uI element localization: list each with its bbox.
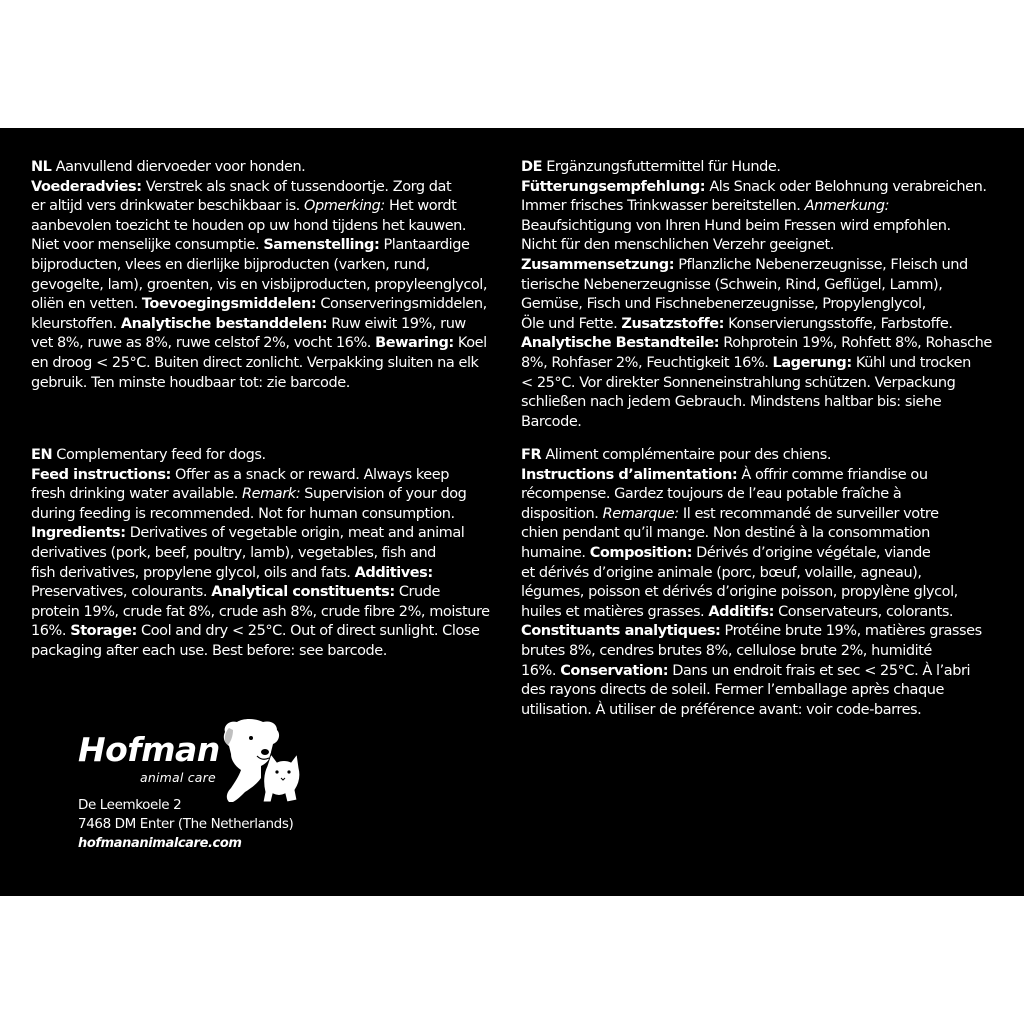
text-run: Barcode. xyxy=(521,413,582,430)
text-line xyxy=(31,583,490,603)
text-line xyxy=(521,334,992,354)
text-run: Koel xyxy=(453,335,487,352)
address-block xyxy=(78,796,293,853)
text-line xyxy=(521,315,992,335)
text-run: Preservatives, colourants. xyxy=(31,584,212,601)
text-line xyxy=(31,466,490,486)
text-run: Kühl und trocken xyxy=(851,354,971,371)
bold-text: Analytical constituents: xyxy=(211,584,395,601)
text-line xyxy=(31,197,487,217)
text-run: fresh drinking water available. xyxy=(31,486,243,503)
text-run: er altijd vers drinkwater beschikbaar is. xyxy=(31,198,305,215)
text-line xyxy=(31,276,487,296)
text-line xyxy=(31,622,490,642)
text-line xyxy=(521,701,982,721)
text-run: kleurstoffen. xyxy=(31,315,121,332)
text-run: during feeding is recommended. Not for human consumption. xyxy=(31,505,455,522)
text-line xyxy=(521,413,992,433)
text-run: Supervision of your dog xyxy=(300,486,467,503)
label-panel xyxy=(0,128,1024,896)
text-run: Il est recommandé de surveiller votre xyxy=(678,505,939,522)
text-run: Pflanzliche Nebenerzeugnisse, Fleisch und xyxy=(674,256,968,273)
text-line xyxy=(521,393,992,413)
text-line xyxy=(521,642,982,662)
text-run: bijproducten, vlees en dierlijke bijproducten (varken, rund, xyxy=(31,256,430,273)
text-run: tierische Nebenerzeugnisse (Schwein, Rind, Geflügel, Lamm), xyxy=(521,276,943,293)
text-run: Aanvullend diervoeder voor honden. xyxy=(51,159,306,175)
text-run: fish derivatives, propylene glycol, oils and fats. xyxy=(31,564,355,581)
bold-text: Additives: xyxy=(354,564,433,581)
text-run: Plantaardige xyxy=(379,237,470,254)
text-run: Conserveringsmiddelen, xyxy=(316,296,487,313)
bold-text: Zusatzstoffe: xyxy=(621,315,724,332)
text-line xyxy=(521,485,982,505)
text-run: brutes 8%, cendres brutes 8%, cellulose brute 2%, humidité xyxy=(521,642,932,659)
bold-text: Zusammensetzung: xyxy=(521,256,675,273)
bold-text: Lagerung: xyxy=(772,354,852,371)
text-line xyxy=(31,544,490,564)
text-line xyxy=(521,158,992,178)
bold-text: Bewaring: xyxy=(375,335,454,352)
text-run: Als Snack oder Belohnung verabreichen. xyxy=(705,178,987,195)
text-run: aanbevolen toezicht te houden op uw hond tijdens het kauwen. xyxy=(31,217,467,234)
text-run: utilisation. À utiliser de préférence avant: voir code-barres. xyxy=(521,701,922,718)
brand-name: Hofman xyxy=(78,730,220,769)
text-line xyxy=(31,256,487,276)
text-run: Nicht für den menschlichen Verzehr geeignet. xyxy=(521,237,834,254)
text-run: Konservierungsstoffe, Farbstoffe. xyxy=(723,315,953,332)
text-run: Protéine brute 19%, matières grasses xyxy=(720,623,982,640)
text-run: Ergänzungsfuttermittel für Hunde. xyxy=(542,159,781,175)
bold-text: Fütterungsempfehlung: xyxy=(521,178,706,195)
text-line xyxy=(521,295,992,315)
bold-text: Feed instructions: xyxy=(31,466,171,483)
text-run: Rohprotein 19%, Rohfett 8%, Rohasche xyxy=(719,335,992,352)
text-run: < 25°C. Vor direkter Sonneneinstrahlung schützen. Verpackung xyxy=(521,374,956,391)
text-line xyxy=(31,485,490,505)
text-run: Aliment complémentaire pour des chiens. xyxy=(541,447,832,463)
dog-and-cat-icon xyxy=(221,718,301,803)
bold-text: Samenstelling: xyxy=(263,237,380,254)
text-line xyxy=(521,583,982,603)
text-run: Beaufsichtigung von Ihren Hund beim Fressen wird empfohlen. xyxy=(521,217,951,234)
text-line xyxy=(31,158,487,178)
text-line xyxy=(521,256,992,276)
text-run: 16%. xyxy=(521,662,561,679)
text-run: Het wordt xyxy=(384,198,457,215)
bold-text: Analytische Bestandteile: xyxy=(521,335,720,352)
text-line xyxy=(521,197,992,217)
text-line xyxy=(521,564,982,584)
text-run: 8%, Rohfaser 2%, Feuchtigkeit 16%. xyxy=(521,354,773,371)
bold-text: Instructions d’alimentation: xyxy=(521,466,738,483)
text-run: Crude xyxy=(394,584,440,601)
bold-text: FR xyxy=(521,447,542,463)
text-line xyxy=(521,505,982,525)
address-street: De Leemkoele 2 xyxy=(78,797,182,813)
section-fr xyxy=(521,446,982,720)
brand-logo xyxy=(78,718,308,808)
address-city: 7468 DM Enter (The Netherlands) xyxy=(78,816,294,832)
bold-text: Ingredients: xyxy=(31,525,126,542)
italic-text: Anmerkung: xyxy=(804,198,890,215)
text-run: Offer as a snack or reward. Always keep xyxy=(170,466,449,483)
text-line xyxy=(31,315,487,335)
text-line xyxy=(521,622,982,642)
text-run: gevogelte, lam), groenten, vis en visbijproducten, propyleenglycol, xyxy=(31,276,488,293)
bold-text: Toevoegingsmiddelen: xyxy=(141,296,317,313)
text-line xyxy=(521,446,982,466)
text-run: légumes, poisson et dérivés d’origine poisson, propylène glycol, xyxy=(521,584,958,601)
text-run: en droog < 25°C. Buiten direct zonlicht. Verpakking sluiten na elk xyxy=(31,354,479,371)
text-run: oliën en vetten. xyxy=(31,296,142,313)
bold-text: NL xyxy=(31,159,52,175)
text-run: Niet voor menselijke consumptie. xyxy=(31,237,264,254)
text-run: huiles et matières grasses. xyxy=(521,603,709,620)
text-line xyxy=(521,466,982,486)
text-line xyxy=(31,236,487,256)
text-line xyxy=(31,446,490,466)
italic-text: Remark: xyxy=(242,486,301,503)
italic-text: Opmerking: xyxy=(304,198,385,215)
text-run: Derivatives of vegetable origin, meat and animal xyxy=(125,525,465,542)
brand-tagline: animal care xyxy=(140,770,216,785)
bold-text: Composition: xyxy=(589,544,692,561)
text-run: Immer frisches Trinkwasser bereitstellen. xyxy=(521,198,805,215)
text-line xyxy=(521,178,992,198)
text-run: À offrir comme friandise ou xyxy=(737,466,928,483)
text-run: Dérivés d’origine végétale, viande xyxy=(691,544,931,561)
text-line xyxy=(521,374,992,394)
text-run: disposition. xyxy=(521,505,603,522)
text-line xyxy=(521,662,982,682)
text-line xyxy=(521,236,992,256)
text-run: Gemüse, Fisch und Fischnebenerzeugnisse, Propylenglycol, xyxy=(521,296,926,313)
text-run: gebruik. Ten minste houdbaar tot: zie barcode. xyxy=(31,374,350,391)
bold-text: Voederadvies: xyxy=(31,178,142,195)
text-run: Dans un endroit frais et sec < 25°C. À l’abri xyxy=(668,662,971,679)
text-line xyxy=(521,681,982,701)
text-line xyxy=(31,178,487,198)
text-line xyxy=(31,217,487,237)
bold-text: DE xyxy=(521,159,543,175)
text-run: Öle und Fette. xyxy=(521,315,622,332)
text-run: 16%. xyxy=(31,623,71,640)
text-run: Cool and dry < 25°C. Out of direct sunlight. Close xyxy=(136,623,480,640)
text-run: humaine. xyxy=(521,544,590,561)
text-line xyxy=(521,217,992,237)
text-line xyxy=(31,354,487,374)
text-line xyxy=(521,524,982,544)
text-line xyxy=(31,524,490,544)
text-run: et dérivés d’origine animale (porc, bœuf, volaille, agneau), xyxy=(521,564,922,581)
text-line xyxy=(521,354,992,374)
text-run: Conservateurs, colorants. xyxy=(773,603,954,620)
text-run: vet 8%, ruwe as 8%, ruwe celstof 2%, vocht 16%. xyxy=(31,335,376,352)
text-line xyxy=(31,642,490,662)
bold-text: Constituants analytiques: xyxy=(521,623,721,640)
section-de xyxy=(521,158,992,432)
text-run: derivatives (pork, beef, poultry, lamb), vegetables, fish and xyxy=(31,544,436,561)
text-line xyxy=(31,334,487,354)
text-run: packaging after each use. Best before: see barcode. xyxy=(31,642,387,659)
section-en xyxy=(31,446,490,662)
text-line xyxy=(31,564,490,584)
section-nl xyxy=(31,158,487,393)
text-line xyxy=(31,505,490,525)
text-line xyxy=(31,603,490,623)
italic-text: Remarque: xyxy=(602,505,679,522)
text-line xyxy=(521,603,982,623)
text-line xyxy=(31,374,487,394)
bold-text: Conservation: xyxy=(560,662,669,679)
bold-text: Storage: xyxy=(70,623,137,640)
text-line xyxy=(521,276,992,296)
bold-text: Additifs: xyxy=(708,603,774,620)
bold-text: EN xyxy=(31,447,53,463)
bold-text: Analytische bestanddelen: xyxy=(120,315,328,332)
text-line xyxy=(521,544,982,564)
website-link[interactable]: hofmananimalcare.com xyxy=(78,836,242,851)
text-run: protein 19%, crude fat 8%, crude ash 8%, crude fibre 2%, moisture xyxy=(31,603,490,620)
text-run: schließen nach jedem Gebrauch. Mindstens haltbar bis: siehe xyxy=(521,394,942,411)
text-run: des rayons directs de soleil. Fermer l’emballage après chaque xyxy=(521,682,944,699)
text-run: récompense. Gardez toujours de l’eau potable fraîche à xyxy=(521,486,902,503)
text-run: Complementary feed for dogs. xyxy=(52,447,266,463)
text-run: Ruw eiwit 19%, ruw xyxy=(327,315,466,332)
text-line xyxy=(31,295,487,315)
text-run: chien pendant qu’il mange. Non destiné à la consommation xyxy=(521,525,930,542)
text-run: Verstrek als snack of tussendoortje. Zorg dat xyxy=(141,178,452,195)
